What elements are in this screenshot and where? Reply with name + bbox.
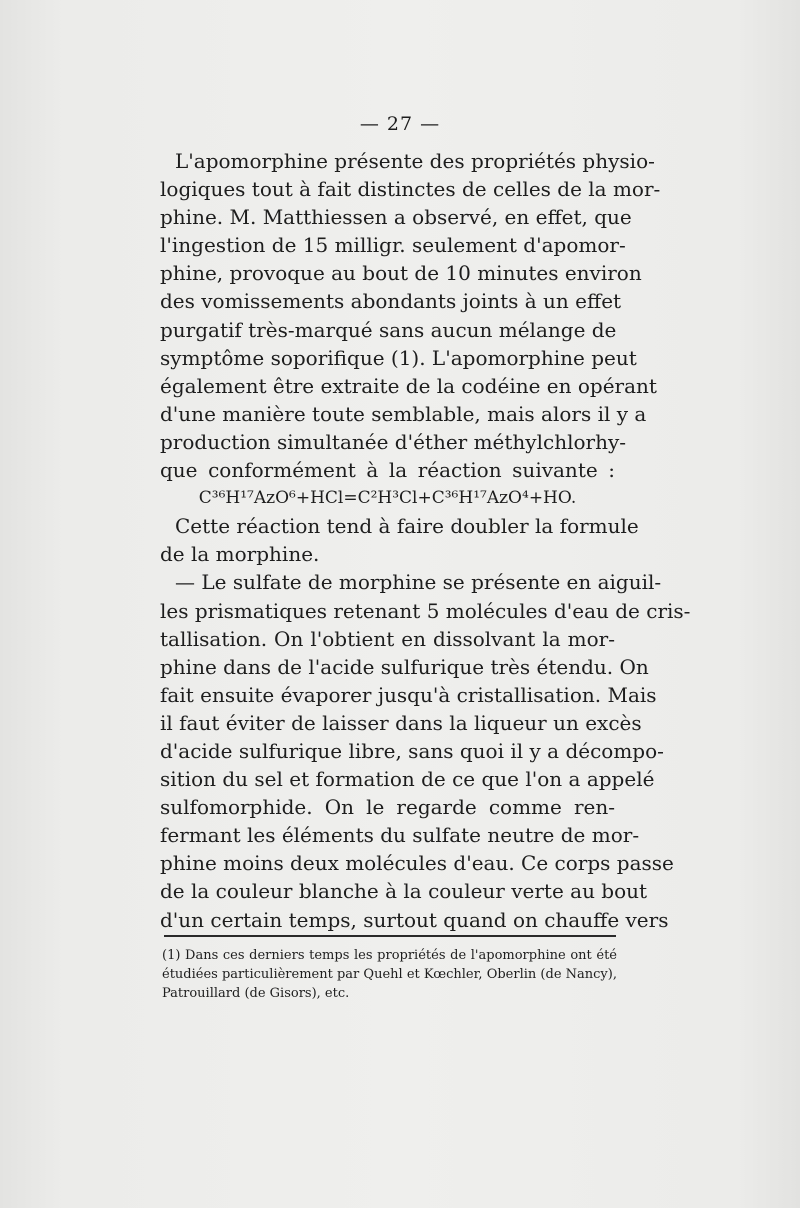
text-line: fermant les éléments du sulfate neutre de mor- <box>160 823 640 848</box>
text-line: purgatif très-marqué sans aucun mélange de <box>160 317 617 342</box>
footnote-line: étudiées particulièrement par Quehl et Kœchler, Oberlin (de Nancy), <box>162 967 617 982</box>
footnote-divider <box>164 935 616 937</box>
text-line: il faut éviter de laisser dans la liqueur un excès <box>160 710 642 735</box>
text-line: logiques tout à fait distinctes de celles de la mor- <box>160 177 661 202</box>
text-line: sulfomorphide. On le regarde comme ren- <box>160 795 615 820</box>
text-line: phine moins deux molécules d'eau. Ce corps passe <box>160 851 674 876</box>
text-line: Cette réaction tend à faire doubler la formule <box>175 514 639 539</box>
page-number: — 27 — <box>359 113 441 135</box>
text-line: symptôme soporifique (1). L'apomorphine peut <box>160 345 637 370</box>
chemical-equation: C³⁶H¹⁷AzO⁶+HCl=C²H³Cl+C³⁶H¹⁷AzO⁴+HO. <box>198 488 577 509</box>
text-line: d'une manière toute semblable, mais alors il y a <box>160 401 647 426</box>
text-line: L'apomorphine présente des propriétés physio- <box>175 149 655 173</box>
text-line: de la morphine. <box>160 542 320 567</box>
text-line: les prismatiques retenant 5 molécules d'eau de cris- <box>160 598 691 623</box>
text-line: phine dans de l'acide sulfurique très étendu. On <box>160 654 649 679</box>
text-line: des vomissements abondants joints à un effet <box>160 289 622 314</box>
text-line: sition du sel et formation de ce que l'on a appelé <box>160 767 655 792</box>
text-line: phine, provoque au bout de 10 minutes environ <box>160 261 642 286</box>
text-line: tallisation. On l'obtient en dissolvant la mor- <box>160 626 615 651</box>
body-text <box>160 147 691 934</box>
text-line: l'ingestion de 15 milligr. seulement d'apomor- <box>160 233 626 258</box>
text-line: d'un certain temps, surtout quand on chauffe vers <box>160 907 669 932</box>
text-line: — Le sulfate de morphine se présente en aiguil- <box>175 570 662 595</box>
footnote-line: Patrouillard (de Gisors), etc. <box>162 986 350 1001</box>
text-line: phine. M. Matthiessen a observé, en effet, que <box>160 205 632 230</box>
text-line: de la couleur blanche à la couleur verte au bout <box>160 879 648 904</box>
footnote-line: (1) Dans ces derniers temps les propriétés de l'apomorphine ont été <box>162 948 617 963</box>
text-line: que conformément à la réaction suivante : <box>160 458 615 483</box>
text-line: également être extraite de la codéine en opérant <box>160 373 657 398</box>
footnote <box>162 946 617 1003</box>
text-line: d'acide sulfurique libre, sans quoi il y a décompo- <box>160 738 664 763</box>
text-line: fait ensuite évaporer jusqu'à cristallisation. Mais <box>160 682 657 707</box>
text-line: production simultanée d'éther méthylchlorhy- <box>160 429 627 454</box>
